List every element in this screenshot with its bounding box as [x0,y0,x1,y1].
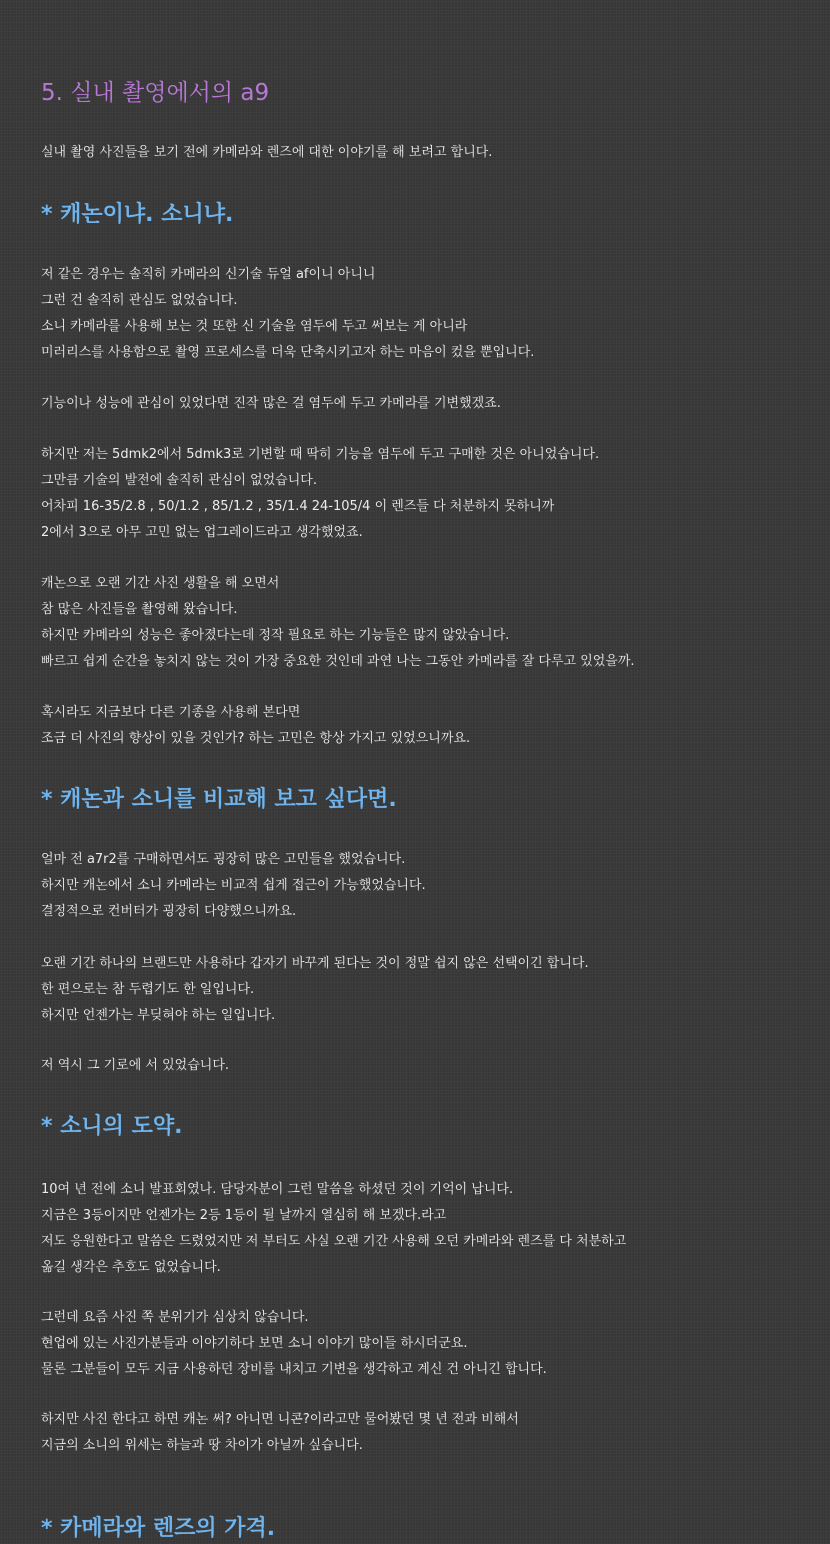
text-line: 하지만 언젠가는 부딪혀야 하는 일입니다. [41,1008,276,1023]
text-line: 참 많은 사진들을 촬영해 왔습니다. [41,602,238,617]
text-line: 하지만 사진 한다고 하면 캐논 써? 아니면 니콘?이라고만 물어봤던 몇 년 전과 비해서 [41,1412,519,1427]
page-title: 5. 실내 촬영에서의 a9 [41,80,270,106]
text-line: 한 편으로는 참 두렵기도 한 일입니다. [41,982,255,997]
text-line: 혹시라도 지금보다 다른 기종을 사용해 본다면 [41,705,301,720]
text-line: 하지만 저는 5dmk2에서 5dmk3로 기변할 때 딱히 기능을 염두에 두고 구매한 것은 아니었습니다. [41,447,600,462]
text-line: 저 같은 경우는 솔직히 카메라의 신기술 듀얼 af이니 아니니 [41,267,376,282]
paragraph [41,1177,626,1281]
paragraph [41,571,635,675]
text-line: 하지만 캐논에서 소니 카메라는 비교적 쉽게 접근이 가능했었습니다. [41,878,426,893]
text-line: 지금의 소니의 위세는 하늘과 땅 차이가 아닐까 싶습니다. [41,1438,363,1453]
section-heading-price: * 카메라와 렌즈의 가격. [41,1516,276,1541]
paragraph [41,442,599,546]
section-heading-canon-or-sony: * 캐논이냐. 소니냐. [41,202,234,227]
text-line: 결정적으로 컨버터가 굉장히 다양했으니까요. [41,904,297,919]
section-heading-compare: * 캐논과 소니를 비교해 보고 싶다면. [41,787,397,812]
text-line: 물론 그분들이 모두 지금 사용하던 장비를 내치고 기변을 생각하고 계신 건 아니긴 합니다. [41,1362,547,1377]
text-line: 기능이나 성능에 관심이 있었다면 진작 많은 걸 염두에 두고 카메라를 기변했겠죠. [41,396,501,411]
text-line: 그만큼 기술의 발전에 솔직히 관심이 없었습니다. [41,473,317,488]
text-line: 빠르고 쉽게 순간을 놓치지 않는 것이 가장 중요한 것인데 과연 나는 그동안 카메라를 잘 다루고 있었을까. [41,654,635,669]
intro-paragraph: 실내 촬영 사진들을 보기 전에 카메라와 렌즈에 대한 이야기를 해 보려고 합니다. [41,145,493,160]
text-line: 지금은 3등이지만 언젠가는 2등 1등이 될 날까지 열심히 해 보겠다.라고 [41,1208,447,1223]
text-line: 옮길 생각은 추호도 없었습니다. [41,1260,221,1275]
text-line: 그런 건 솔직히 관심도 없었습니다. [41,293,238,308]
text-line: 저도 응원한다고 말씀은 드렸었지만 저 부터도 사실 오랜 기간 사용해 오던 카메라와 렌즈를 다 처분하고 [41,1234,627,1249]
paragraph [41,1053,229,1079]
text-line: 캐논으로 오랜 기간 사진 생활을 해 오면서 [41,576,280,591]
paragraph [41,951,589,1029]
paragraph [41,700,470,752]
text-line: 그런데 요즘 사진 쪽 분위기가 심상치 않습니다. [41,1310,309,1325]
text-line: 오랜 기간 하나의 브랜드만 사용하다 갑자기 바꾸게 된다는 것이 정말 쉽지 않은 선택이긴 합니다. [41,956,589,971]
text-line: 미러리스를 사용함으로 촬영 프로세스를 더욱 단축시키고자 하는 마음이 컸을 뿐입니다. [41,345,535,360]
paragraph [41,1305,547,1383]
text-line: 2에서 3으로 아무 고민 없는 업그레이드라고 생각했었죠. [41,525,363,540]
paragraph [41,262,534,366]
section-heading-sony-leap: * 소니의 도약. [41,1114,183,1139]
text-line: 조금 더 사진의 향상이 있을 것인가? 하는 고민은 항상 가지고 있었으니까요. [41,731,471,746]
text-line: 10여 년 전에 소니 발표회였나. 담당자분이 그런 말씀을 하셨던 것이 기억이 납니다. [41,1182,514,1197]
text-line: 저 역시 그 기로에 서 있었습니다. [41,1058,230,1073]
text-line: 어차피 16-35/2.8 , 50/1.2 , 85/1.2 , 35/1.4 24-105/4 이 렌즈들 다 처분하지 못하니까 [41,499,555,514]
text-line: 얼마 전 a7r2를 구매하면서도 굉장히 많은 고민들을 했었습니다. [41,852,406,867]
paragraph [41,391,501,417]
text-line: 하지만 카메라의 성능은 좋아졌다는데 정작 필요로 하는 기능들은 많지 않았습니다. [41,628,510,643]
paragraph [41,1407,519,1459]
paragraph [41,847,426,925]
text-line: 현업에 있는 사진가분들과 이야기하다 보면 소니 이야기 많이들 하시더군요. [41,1336,468,1351]
text-line: 소니 카메라를 사용해 보는 것 또한 신 기술을 염두에 두고 써보는 게 아니라 [41,319,468,334]
